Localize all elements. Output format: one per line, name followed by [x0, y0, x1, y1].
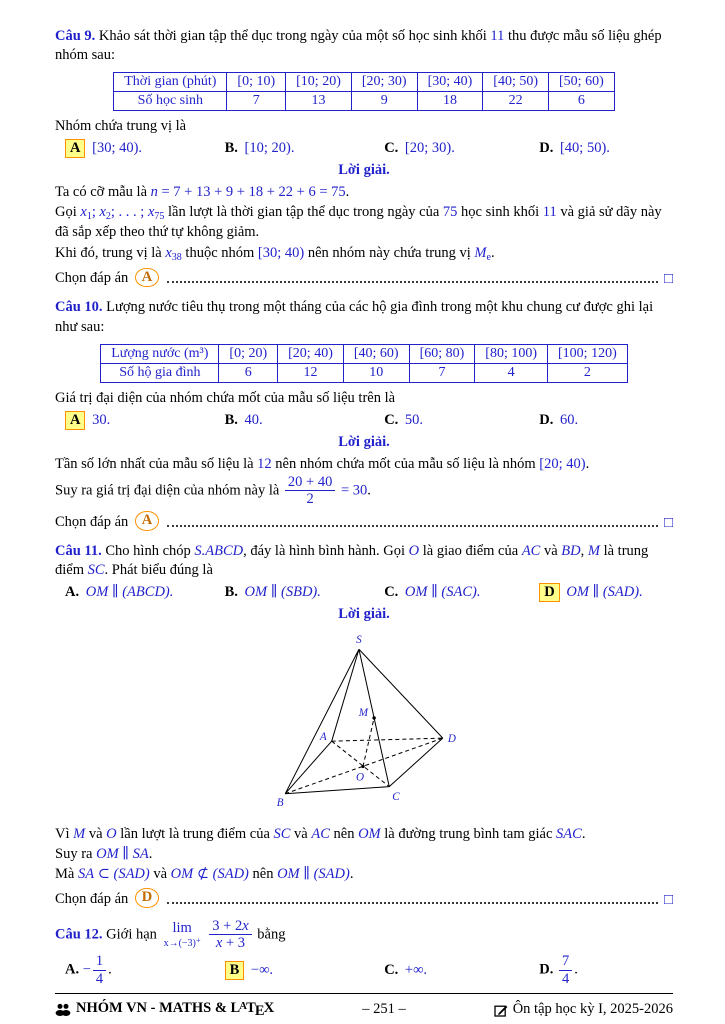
table-cell: [100; 120) — [548, 344, 628, 363]
figure-container — [55, 628, 673, 823]
option-b — [225, 961, 385, 980]
option-c-letter: C. — [384, 583, 399, 600]
limit-operator — [164, 921, 201, 950]
option-d — [539, 583, 673, 602]
table-cell: 22 — [483, 92, 549, 111]
solution-text: = 30. — [337, 482, 371, 499]
footer-right-text: Ôn tập học kỳ I, 2025-2026 — [512, 1001, 673, 1018]
option-b-letter-highlighted: B — [225, 961, 245, 980]
lim-word: lim — [172, 919, 192, 936]
question-9-stem: Câu 9. Khảo sát thời gian tập thể dục trong ngày của một số học sinh khối 11 thu được mẫu số liệu ghép nhóm sau: — [55, 28, 662, 64]
option-b — [225, 140, 385, 157]
label-D: D — [447, 733, 456, 746]
table-value-row — [101, 363, 627, 382]
label-A: A — [319, 731, 327, 744]
question-12-post: bằng — [257, 926, 286, 943]
option-d-text: [40; 50). — [559, 140, 610, 157]
table-cell: [0; 10) — [227, 73, 286, 92]
footer-left-text: NHÓM VN - MATHS & $L^ATEX$ — [76, 999, 275, 1020]
table-cell: Số học sinh — [114, 92, 227, 111]
table-header-row — [101, 344, 627, 363]
question-12 — [55, 918, 673, 989]
edit-icon — [494, 1003, 508, 1017]
question-10-frequency-table — [100, 344, 627, 383]
option-a-fraction — [93, 954, 106, 986]
solution-text: Suy ra giá trị đại diện của nhóm này là — [55, 482, 283, 499]
table-cell: 4 — [475, 363, 548, 382]
option-a-tail: . — [108, 961, 112, 978]
option-b-letter: B. — [224, 411, 238, 428]
question-12-options — [65, 954, 673, 986]
question-10-stem: Câu 10. Lượng nước tiêu thụ trong một tháng của các hộ gia đình trong một khu chung cư được ghi lại như sau: — [55, 299, 654, 335]
solution-title: Lời giải. — [338, 605, 390, 622]
option-a-letter: A. — [65, 961, 80, 978]
option-b-letter: B. — [224, 583, 238, 600]
option-a-letter-highlighted: A — [65, 139, 85, 158]
question-9-options — [65, 139, 673, 158]
members-icon — [55, 1003, 71, 1016]
footer-right — [494, 1001, 673, 1018]
fraction-numerator: 1 — [93, 954, 106, 970]
chosen-answer-label: Chọn đáp án — [55, 270, 129, 287]
option-d-letter: D. — [539, 411, 554, 428]
solution-title: Lời giải. — [338, 433, 390, 450]
option-b-text: 40. — [244, 411, 263, 428]
chosen-answer-label: Chọn đáp án — [55, 513, 129, 530]
qed-square: □ — [663, 891, 673, 908]
option-d-text: 60. — [559, 411, 579, 428]
chosen-answer-label: Chọn đáp án — [55, 890, 129, 907]
latex-logo: $L^ATEX$ — [230, 999, 275, 1020]
option-d-letter: D. — [539, 140, 554, 157]
table-cell: [40; 50) — [483, 73, 549, 92]
table-cell: 7 — [409, 363, 475, 382]
option-c — [384, 412, 539, 429]
chosen-answer-line — [55, 511, 673, 531]
option-d-fraction — [559, 954, 572, 986]
solid-edges — [285, 649, 443, 793]
question-11 — [55, 541, 673, 914]
option-d — [539, 140, 673, 157]
point-O-dot — [361, 765, 364, 768]
table-cell: 2 — [548, 363, 628, 382]
chosen-answer-circle: A — [135, 511, 158, 531]
label-S: S — [356, 634, 362, 647]
table-cell: [20; 30) — [351, 73, 417, 92]
question-12-pre: Giới hạn — [106, 926, 157, 943]
fraction — [285, 475, 335, 507]
footer-left — [55, 1000, 274, 1020]
option-c-text: OM ∥ (SAC). — [404, 583, 481, 600]
option-d-tail: . — [574, 961, 578, 978]
table-cell: 6 — [549, 92, 615, 111]
chosen-answer-line — [55, 268, 673, 288]
option-a — [65, 411, 225, 430]
fraction-numerator: 3 + 2x — [209, 919, 251, 935]
solution-line-fraction — [55, 475, 673, 507]
option-c — [384, 584, 539, 601]
option-c-letter: C. — [384, 411, 399, 428]
fraction-numerator: 7 — [559, 954, 572, 970]
solution-title: Lời giải. — [338, 162, 390, 179]
option-c-text: +∞. — [404, 962, 428, 979]
table-cell: 18 — [417, 92, 483, 111]
dotted-leader — [167, 902, 658, 904]
table-cell: Lượng nước (m³) — [101, 344, 219, 363]
option-c-letter: C. — [384, 962, 399, 979]
dotted-leader — [167, 525, 658, 527]
option-c-letter: C. — [384, 140, 399, 157]
page-footer — [55, 993, 673, 1020]
option-b-text: OM ∥ (SBD). — [244, 583, 321, 600]
question-9-prompt: Nhóm chứa trung vị là — [55, 118, 187, 135]
table-cell: 9 — [351, 92, 417, 111]
solution-line: Khi đó, trung vị là $x_{38}$ thuộc nhóm [30; 40) nên nhóm này chứa trung vị $M_e$. — [55, 244, 495, 263]
fraction-denominator: 2 — [306, 490, 314, 507]
fraction-denominator: x + 3 — [215, 935, 246, 952]
dashed-edges — [285, 718, 443, 794]
solution-line: Suy ra OM ∥ SA. — [55, 846, 153, 863]
table-cell: [0; 20) — [219, 344, 278, 363]
label-C: C — [392, 790, 400, 803]
question-12-stem — [55, 919, 673, 951]
question-12-label: Câu 12. — [55, 926, 103, 943]
option-d — [539, 412, 673, 429]
footer-page-number: – 251 – — [362, 1001, 406, 1018]
question-11-stem: Câu 11. Cho hình chóp S.ABCD, đáy là hình bình hành. Gọi O là giao điểm của AC và BD, M là trung điểm SC. Phát biểu đúng là — [55, 542, 649, 578]
option-c-text: 50. — [404, 411, 424, 428]
question-10 — [55, 297, 673, 536]
solution-line: Tần số lớn nhất của mẫu số liệu là 12 nên nhóm chứa mốt của mẫu số liệu là nhóm [20; 40). — [55, 455, 590, 472]
table-cell: [60; 80) — [409, 344, 475, 363]
option-a — [65, 584, 225, 601]
option-c — [384, 962, 539, 979]
option-d-text: OM ∥ (SAD). — [566, 584, 643, 601]
table-cell: 6 — [219, 363, 278, 382]
option-a-sign: − — [82, 961, 91, 978]
fraction-denominator: 4 — [95, 970, 104, 987]
table-cell: [20; 40) — [278, 344, 344, 363]
table-cell: [50; 60) — [549, 73, 615, 92]
option-a — [65, 954, 225, 986]
label-M: M — [358, 706, 369, 719]
chosen-answer-line — [55, 888, 673, 908]
solution-line: Gọi $x_1$; $x_2$; . . . ; $x_{75}$ lần lượt là thời gian tập thể dục trong ngày của 75 học sinh khối 11 và giả sử dãy này đã sắp xếp theo thứ tự không giảm. — [55, 204, 662, 241]
option-a-letter: A. — [65, 583, 80, 600]
option-b-text: [10; 20). — [244, 140, 295, 157]
solution-line: Vì M và O lần lượt là trung điểm của SC và AC nên OM là đường trung bình tam giác SAC. — [55, 825, 586, 842]
question-10-prompt: Giá trị đại diện của nhóm chứa mốt của mẫu số liệu trên là — [55, 389, 396, 406]
option-b-letter: B. — [224, 140, 238, 157]
table-cell: [40; 60) — [343, 344, 409, 363]
question-9 — [55, 26, 673, 293]
table-cell: 7 — [227, 92, 286, 111]
label-O: O — [355, 771, 364, 784]
fraction-denominator: 4 — [561, 970, 570, 987]
table-cell: Số hộ gia đình — [101, 363, 219, 382]
pyramid-figure — [263, 628, 465, 818]
solution-line: Ta có cỡ mẫu là n = 7 + 13 + 9 + 18 + 22 + 6 = 75. — [55, 184, 350, 201]
table-cell: Thời gian (phút) — [114, 73, 227, 92]
option-a-letter-highlighted: A — [65, 411, 85, 430]
option-a — [65, 139, 225, 158]
table-cell: [80; 100) — [475, 344, 548, 363]
option-c-text: [20; 30). — [404, 140, 455, 157]
option-b — [225, 584, 385, 601]
qed-square: □ — [663, 271, 673, 288]
table-value-row — [114, 92, 614, 111]
lim-subscript: x→(−3)+ — [163, 935, 201, 950]
option-a-text: OM ∥ (ABCD). — [85, 583, 174, 600]
chosen-answer-circle: A — [135, 268, 158, 288]
table-header-row — [114, 73, 614, 92]
table-cell: 10 — [343, 363, 409, 382]
option-d — [539, 954, 673, 986]
question-10-options — [65, 411, 673, 430]
table-cell: [30; 40) — [417, 73, 483, 92]
question-11-options — [65, 583, 673, 602]
table-cell: [10; 20) — [286, 73, 352, 92]
label-B: B — [276, 796, 284, 809]
option-b-text: −∞. — [250, 962, 274, 979]
question-9-frequency-table — [113, 72, 614, 111]
table-cell: 13 — [286, 92, 352, 111]
limit-fraction — [209, 919, 251, 951]
point-M-dot — [372, 716, 375, 719]
option-a-text: [30; 40). — [92, 140, 143, 157]
option-b — [225, 412, 385, 429]
solution-line: Mà SA ⊂ (SAD) và OM ⊄ (SAD) nên OM ∥ (SAD). — [55, 866, 354, 883]
option-d-letter-highlighted: D — [539, 583, 559, 602]
fraction-numerator: 20 + 40 — [285, 475, 335, 491]
qed-square: □ — [663, 514, 673, 531]
chosen-answer-circle: D — [135, 888, 158, 908]
option-a-text: 30. — [92, 411, 111, 428]
option-c — [384, 140, 539, 157]
option-d-letter: D. — [539, 961, 554, 978]
table-cell: 12 — [278, 363, 344, 382]
dotted-leader — [167, 281, 658, 283]
